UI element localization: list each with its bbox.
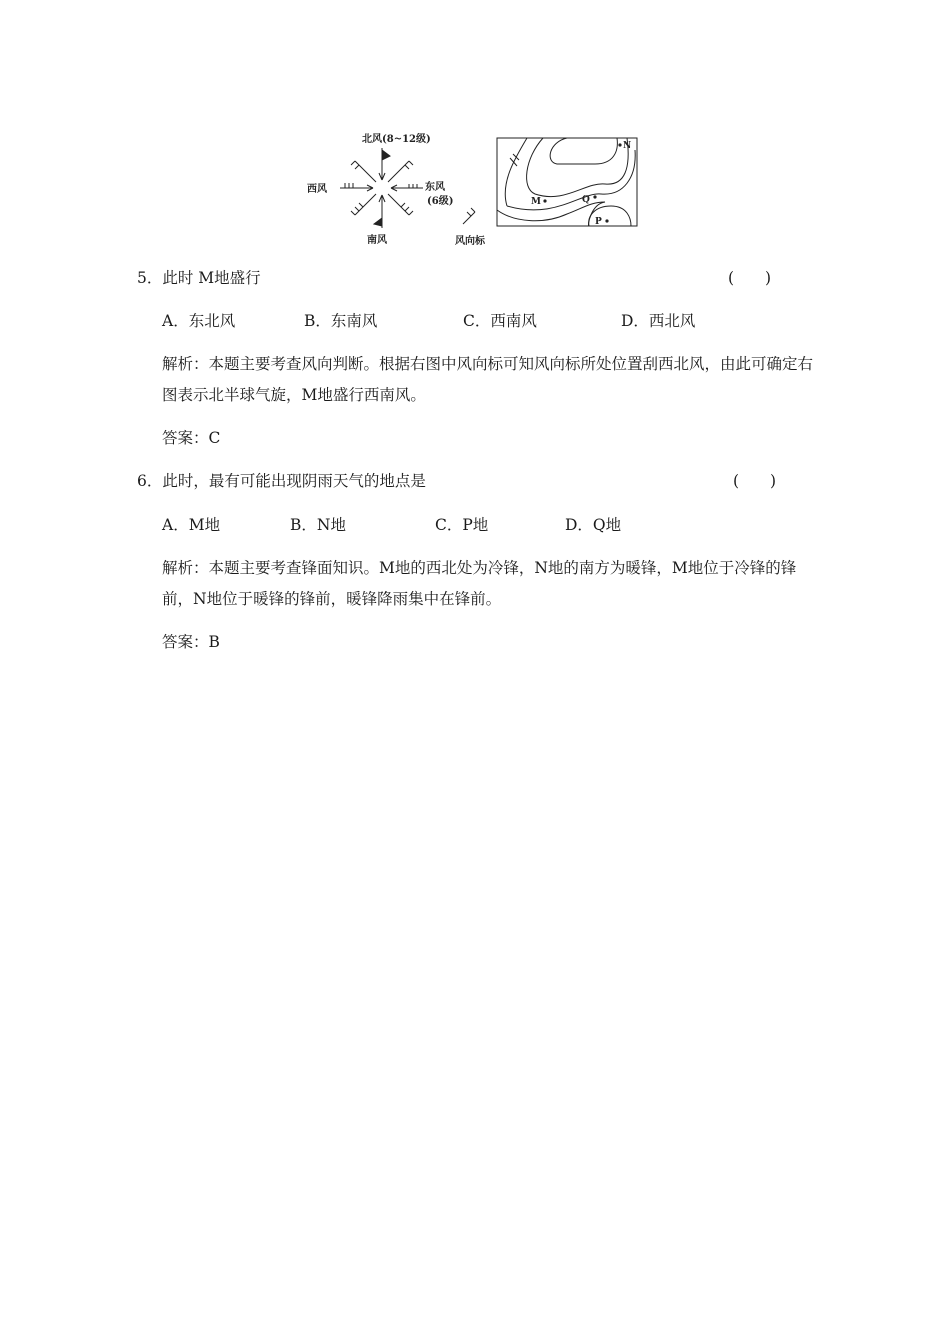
q5-analysis: 解析：本题主要考查风向判断。根据右图中风向标可知风向标所处位置刮西北风，由此可确定右图表示北半球气旋，M地盛行西南风。 — [162, 355, 814, 404]
q5-option-d: D．西北风 — [621, 312, 696, 330]
map-point-n: N — [623, 141, 632, 151]
q5-answer: 答案：C — [162, 429, 221, 447]
wind-diagram-svg — [305, 128, 645, 253]
q6-stem: 6．此时，最有可能出现阴雨天气的地点是 — [137, 472, 426, 490]
q6-paren: ( ) — [733, 472, 777, 490]
map-point-p-dot — [605, 219, 608, 222]
east-wind-sub: (6级) — [427, 196, 454, 207]
wind-vane-legend-icon — [463, 208, 475, 224]
q6-answer: 答案：B — [162, 633, 220, 651]
west-wind-label: 西风 — [307, 184, 327, 195]
north-wind-label: 北风(8~12级) — [362, 134, 431, 145]
q6-option-a: A．M地 — [162, 516, 221, 534]
map-point-q-dot — [593, 195, 596, 198]
isobar-map — [497, 138, 637, 226]
wind-rose — [340, 148, 423, 228]
q5-stem: 5．此时 M地盛行 — [137, 269, 261, 287]
map-point-p: P — [595, 217, 602, 227]
map-point-q: Q — [582, 195, 590, 205]
q6-option-d: D．Q地 — [565, 516, 622, 534]
legend-label: 风向标 — [455, 236, 485, 247]
q5-option-a: A．东北风 — [162, 312, 236, 330]
east-wind-label: 东风 — [425, 182, 445, 193]
q5-paren: ( ) — [728, 269, 772, 287]
wind-figure — [305, 128, 645, 253]
map-point-m-dot — [543, 199, 546, 202]
map-point-m: M — [531, 197, 541, 207]
q6-option-c: C．P地 — [435, 516, 489, 534]
q5-option-c: C．西南风 — [463, 312, 537, 330]
q6-option-b: B．N地 — [290, 516, 346, 534]
south-wind-label: 南风 — [367, 235, 387, 246]
q5-option-b: B．东南风 — [304, 312, 378, 330]
map-point-n-dot — [618, 143, 621, 146]
q6-analysis: 解析：本题主要考查锋面知识。M地的西北处为冷锋，N地的南方为暖锋，M地位于冷锋的锋前，N地位于暖锋的锋前，暖锋降雨集中在锋前。 — [162, 559, 797, 608]
